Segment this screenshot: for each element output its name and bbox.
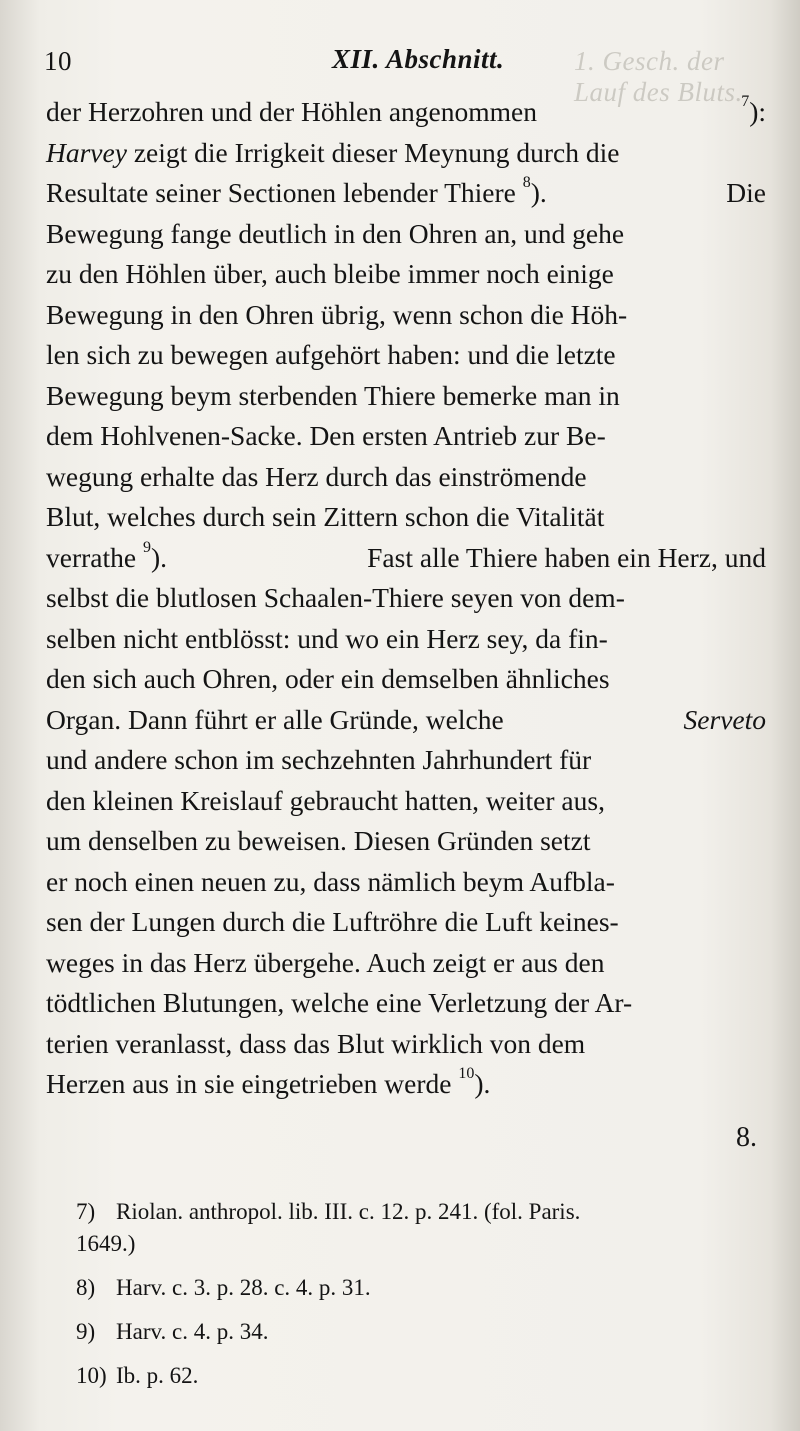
- running-header: [34, 38, 754, 107]
- footnote-ref-9: 9: [142, 538, 151, 556]
- text-line: Bewegung fange deutlich in den Ohren an, und gehe: [46, 217, 625, 249]
- text-line: sen der Lungen durch die Luftröhre die Luft keines-: [46, 906, 619, 937]
- text-line: terien veranlasst, dass das Blut wirklich von dem: [46, 1027, 586, 1059]
- text-line: den sich auch Ohren, oder ein demselben ähnliches: [46, 663, 610, 694]
- text-line: verrathe $^9$). Fast alle Thiere haben ein Herz, und: [46, 538, 766, 573]
- footnote-ref-10: 10: [458, 1065, 475, 1082]
- text-line: Harvey zeigt die Irrigkeit dieser Meynung durch die: [46, 136, 620, 168]
- main-text: [46, 92, 766, 1105]
- footnote-8: 8) Harv. c. 3. p. 28. c. 4. p. 31.: [76, 1275, 371, 1300]
- catchword: 8.: [736, 1122, 757, 1153]
- text-line: selbst die blutlosen Schaalen-Thiere seyen von dem-: [46, 582, 625, 613]
- text-line: und andere schon im sechzehnten Jahrhundert für: [46, 744, 592, 775]
- text-line: zu den Höhlen über, auch bleibe immer noch einige: [46, 258, 614, 289]
- text-line: dem Hohlvenen-Sacke. Den ersten Antrieb zur Be-: [46, 420, 606, 451]
- text-line: Bewegung in den Ohren übrig, wenn schon die Höh-: [46, 298, 628, 330]
- text-line: den kleinen Kreislauf gebraucht hatten, weiter aus,: [46, 784, 605, 816]
- text-line: wegung erhalte das Herz durch das einströmende: [46, 460, 587, 492]
- section-title: XII. Abschnitt.: [332, 44, 505, 74]
- text-line: Resultate seiner Sectionen lebender Thiere $^8$). Die: [46, 174, 766, 208]
- footnote-ref-7: 7: [741, 93, 750, 110]
- page-number: 10: [44, 46, 72, 76]
- footnotes: [76, 1196, 766, 1404]
- name-harvey: Harvey: [46, 136, 127, 168]
- footnote-7: 7) Riolan. anthropol. lib. III. c. 12. p. 241. (fol. Paris. 1649.): [76, 1199, 581, 1256]
- text-line: len sich zu bewegen aufgehört haben: und die letzte: [46, 339, 616, 370]
- text-line: er noch einen neuen zu, dass nämlich beym Aufbla-: [46, 865, 615, 897]
- name-serveto: Serveto: [683, 703, 766, 735]
- text-line: tödtlichen Blutungen, welche eine Verletzung der Ar-: [46, 987, 633, 1018]
- text-line: selben nicht entblösst: und wo ein Herz sey, da fin-: [46, 622, 608, 654]
- footnote-ref-8: 8: [522, 174, 531, 191]
- footnote-9: 9) Harv. c. 4. p. 34.: [76, 1319, 269, 1344]
- text-line: der Herzohren und der Höhlen angenommen $^7$):: [46, 93, 766, 127]
- text-line: um denselben zu beweisen. Diesen Gründen setzt: [46, 825, 591, 856]
- footnote-10: 10) Ib. p. 62.: [76, 1363, 199, 1388]
- bleed-through-header: 1. Gesch. der Lauf des Bluts.: [574, 46, 743, 107]
- text-line: Bewegung beym sterbenden Thiere bemerke man in: [46, 379, 620, 411]
- text-line: Organ. Dann führt er alle Gründe, welche Serveto: [46, 700, 766, 741]
- text-line: weges in das Herz übergehe. Auch zeigt er aus den: [46, 946, 605, 978]
- text-line: Blut, welches durch sein Zittern schon die Vitalität: [46, 501, 605, 532]
- text-line: Herzen aus in sie eingetrieben werde $^{10}$ ).: [46, 1064, 766, 1105]
